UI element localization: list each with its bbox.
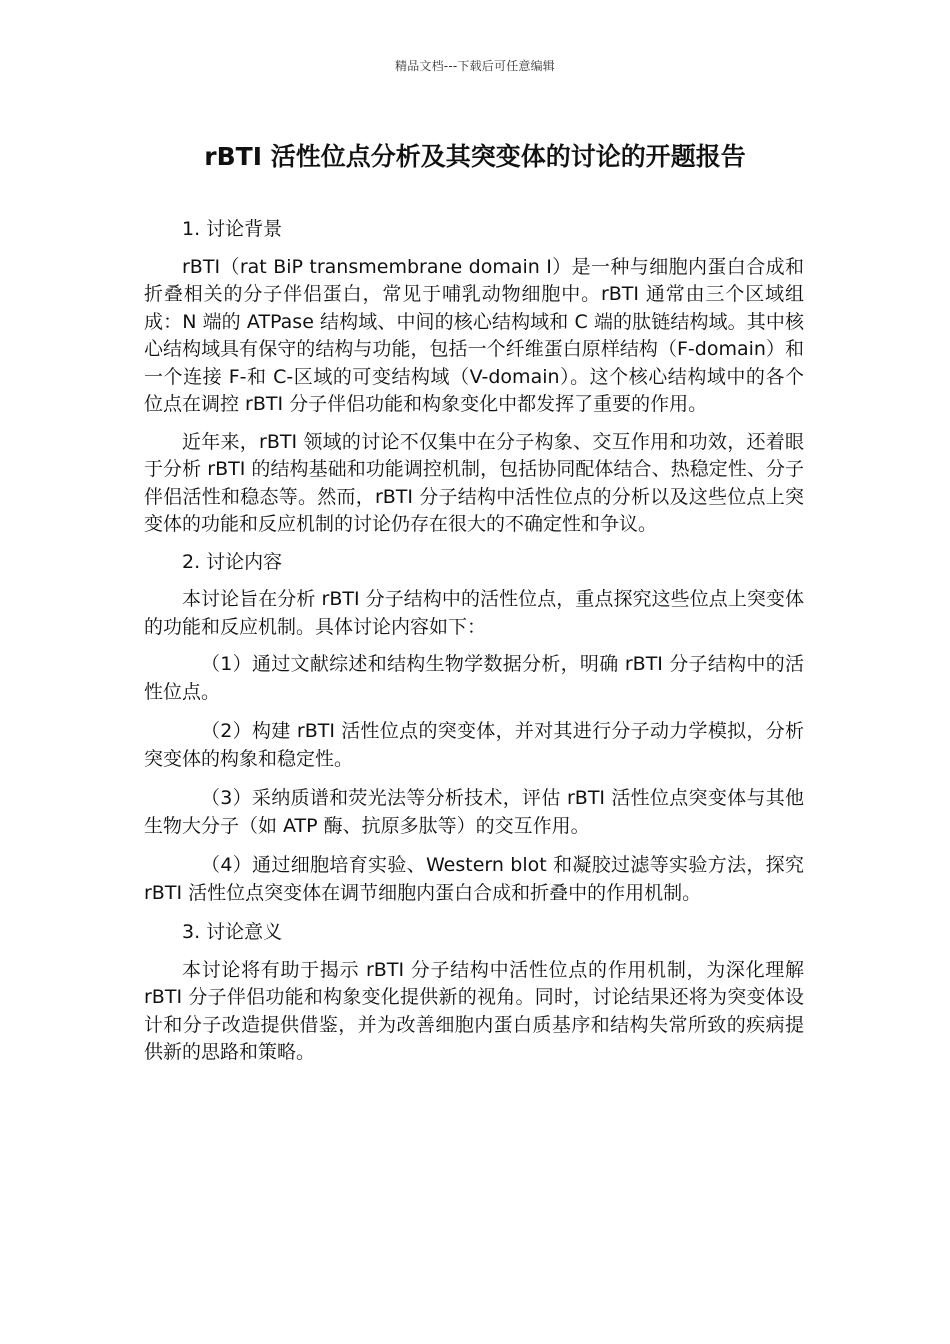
content-list-item-4: （4）通过细胞培育实验、Western blot 和凝胶过滤等实验方法，探究 rBTI 活性位点突变体在调节细胞内蛋白合成和折叠中的作用机制。 <box>144 854 804 904</box>
section-heading-significance: 3. 讨论意义 <box>182 921 283 943</box>
header-note: 精品文档---下载后可任意编辑 <box>395 59 555 73</box>
section-heading-content: 2. 讨论内容 <box>182 550 283 573</box>
content-list-item-2: （2）构建 rBTI 活性位点的突变体，并对其进行分子动力学模拟，分析突变体的构象和稳定性。 <box>144 720 804 770</box>
document-title: rBTI 活性位点分析及其突变体的讨论的开题报告 <box>204 142 746 171</box>
content-list-item-1: （1）通过文献综述和结构生物学数据分析，明确 rBTI 分子结构中的活性位点。 <box>144 653 804 703</box>
document-body <box>144 216 804 1077</box>
significance-paragraph: 本讨论将有助于揭示 rBTI 分子结构中活性位点的作用机制，为深化理解 rBTI 分子伴侣功能和构象变化提供新的视角。同时，讨论结果还将为突变体设计和分子改造提供借鉴，并为改善细胞内蛋白质基序和结构失常所致的疾病提供新的思路和策略。 <box>144 958 804 1063</box>
background-paragraph-1: rBTI（rat BiP transmembrane domain I）是一种与细胞内蛋白合成和折叠相关的分子伴侣蛋白，常见于哺乳动物细胞中。rBTI 通常由三个区域组成：N 端的 ATPase 结构域、中间的核心结构域和 C 端的肽链结构域。其中核心结构域具有保守的结构与功能，包括一个纤维蛋白原样结构（F-domain）和一个连接 F-和 C-区域的可变结构域（V-domain）。这个核心结构域中的各个位点在调控 rBTI 分子伴侣功能和构象变化中都发挥了重要的作用。 <box>144 255 804 415</box>
content-list-item-3: （3）采纳质谱和荧光法等分析技术，评估 rBTI 活性位点突变体与其他生物大分子（如 ATP 酶、抗原多肽等）的交互作用。 <box>144 787 804 837</box>
background-paragraph-2: 近年来，rBTI 领域的讨论不仅集中在分子构象、交互作用和功效，还着眼于分析 rBTI 的结构基础和功能调控机制，包括协同配体结合、热稳定性、分子伴侣活性和稳态等。然而，rBTI 分子结构中活性位点的分析以及这些位点上突变体的功能和反应机制的讨论仍存在很大的不确定性和争议。 <box>144 430 804 535</box>
section-heading-background: 1. 讨论背景 <box>182 218 283 240</box>
content-intro-paragraph: 本讨论旨在分析 rBTI 分子结构中的活性位点，重点探究这些位点上突变体的功能和反应机制。具体讨论内容如下： <box>144 588 804 638</box>
